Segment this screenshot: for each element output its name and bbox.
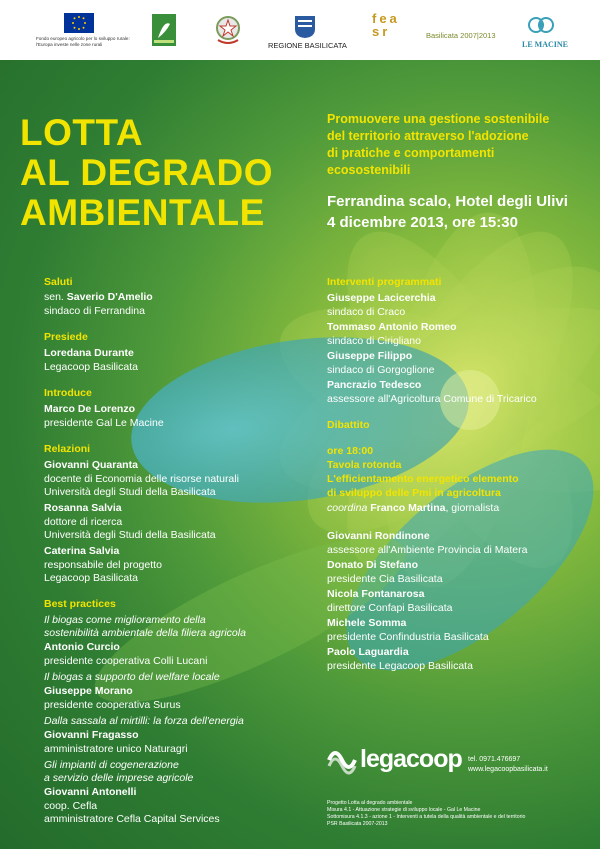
bp-role-2: presidente cooperativa Surus bbox=[44, 699, 181, 711]
panel-name-5: Paolo Laguardia bbox=[327, 646, 409, 658]
subtitle-line-3: di pratiche e comportamenti bbox=[327, 146, 495, 160]
panel-role-2: presidente Cia Basilicata bbox=[327, 573, 443, 585]
fine-print-2: Misura 4.1 - Attuazione strategie di sviluppo locale - Gal Le Macine bbox=[327, 807, 481, 813]
presiede-role: Legacoop Basilicata bbox=[44, 361, 138, 373]
dibattito-time: ore 18:00 bbox=[327, 445, 374, 457]
bp-name-3: Giovanni Fragasso bbox=[44, 729, 139, 741]
interventi-role-4: assessore all'Agricoltura Comune di Tricarico bbox=[327, 393, 537, 405]
panel-name-2: Donato Di Stefano bbox=[327, 559, 418, 571]
saluti-speaker bbox=[44, 291, 153, 305]
interventi-name-4: Pancrazio Tedesco bbox=[327, 379, 422, 391]
bp-role-4a: coop. Cefla bbox=[44, 800, 98, 812]
dibattito-coordinator bbox=[327, 502, 499, 516]
footer-phone: tel. 0971.476697 bbox=[468, 756, 521, 763]
coordina-label: coordina bbox=[327, 502, 368, 514]
bp-name-4: Giovanni Antonelli bbox=[44, 786, 137, 798]
heading-interventi: Interventi programmati bbox=[327, 276, 442, 288]
subtitle-line-2: del territorio attraverso l'adozione bbox=[327, 129, 529, 143]
interventi-name-3: Giuseppe Filippo bbox=[327, 350, 413, 362]
saluti-role: sindaco di Ferrandina bbox=[44, 305, 145, 317]
relazioni-role-3a: responsabile del progetto bbox=[44, 559, 162, 571]
le-macine-logo-icon bbox=[528, 14, 554, 41]
panel-role-5: presidente Legacoop Basilicata bbox=[327, 660, 473, 672]
dibattito-topic-1: L'efficientamento energetico elemento bbox=[327, 473, 519, 485]
relazioni-role-1b: Università degli Studi della Basilicata bbox=[44, 486, 216, 498]
relazioni-name-2: Rosanna Salvia bbox=[44, 502, 122, 514]
footer-website[interactable]: www.legacoopbasilicata.it bbox=[468, 766, 548, 773]
interventi-role-1: sindaco di Craco bbox=[327, 306, 406, 318]
event-date: 4 dicembre 2013, ore 15:30 bbox=[327, 214, 518, 231]
introduce-role: presidente Gal Le Macine bbox=[44, 417, 164, 429]
logo-bar bbox=[0, 0, 600, 60]
heading-best-practices: Best practices bbox=[44, 598, 116, 610]
panel-role-1: assessore all'Ambiente Provincia di Matera bbox=[327, 544, 528, 556]
panel-name-3: Nicola Fontanarosa bbox=[327, 588, 425, 600]
panel-role-4: presidente Confindustria Basilicata bbox=[327, 631, 489, 643]
leader-logo-icon bbox=[152, 14, 176, 51]
panel-name-4: Michele Somma bbox=[327, 617, 407, 629]
bp-topic-2: Il biogas a supporto del welfare locale bbox=[44, 671, 220, 683]
relazioni-name-3: Caterina Salvia bbox=[44, 545, 120, 557]
bp-role-1: presidente cooperativa Colli Lucani bbox=[44, 655, 208, 667]
region-basilicata-icon bbox=[294, 15, 316, 44]
bp-topic-4a: Gli impianti di cogenerazione bbox=[44, 759, 179, 771]
eu-caption: Fondo europeo agricolo per lo sviluppo rurale: l'Europa investe nelle zone rurali bbox=[36, 36, 130, 47]
heading-presiede: Presiede bbox=[44, 331, 88, 343]
saluti-prefix: sen. bbox=[44, 291, 67, 303]
region-label: REGIONE BASILICATA bbox=[268, 41, 347, 50]
introduce-name: Marco De Lorenzo bbox=[44, 403, 136, 415]
interventi-role-3: sindaco di Gorgoglione bbox=[327, 364, 435, 376]
relazioni-role-3b: Legacoop Basilicata bbox=[44, 572, 138, 584]
fine-print-3: Sottomisura 4.1.3 - azione 1 - Interventi a tutela della qualità ambientale e del territorio bbox=[327, 814, 526, 820]
interventi-role-2: sindaco di Cirigliano bbox=[327, 335, 421, 347]
bp-name-2: Giuseppe Morano bbox=[44, 685, 133, 697]
feasr-logo: feasr bbox=[372, 11, 400, 39]
le-macine-label: LE MACINE bbox=[522, 40, 569, 49]
relazioni-name-1: Giovanni Quaranta bbox=[44, 459, 138, 471]
heading-dibattito: Dibattito bbox=[327, 419, 370, 431]
heading-introduce: Introduce bbox=[44, 387, 92, 399]
subtitle-line-4: ecosostenibili bbox=[327, 163, 411, 177]
coordinator-name: Franco Martina bbox=[370, 502, 446, 514]
fine-print-1: Progetto Lotta al degrado ambientale bbox=[327, 800, 413, 806]
eu-flag-icon bbox=[64, 13, 94, 38]
feasr-period-label: Basilicata 2007|2013 bbox=[426, 31, 496, 40]
bp-role-4b: amministratore Cefla Capital Services bbox=[44, 813, 220, 825]
bp-topic-1b: sostenibilità ambientale della filiera agricola bbox=[44, 627, 246, 639]
dibattito-topic-2: di sviluppo delle Pmi in agricoltura bbox=[327, 487, 501, 499]
relazioni-role-2a: dottore di ricerca bbox=[44, 516, 123, 528]
interventi-name-2: Tommaso Antonio Romeo bbox=[327, 321, 457, 333]
coordinator-role: , giornalista bbox=[445, 502, 500, 514]
relazioni-role-2b: Università degli Studi della Basilicata bbox=[44, 529, 216, 541]
title-line-1: LOTTA bbox=[20, 112, 144, 153]
panel-name-1: Giovanni Rondinone bbox=[327, 530, 430, 542]
interventi-name-1: Giuseppe Lacicerchia bbox=[327, 292, 436, 304]
subtitle-line-1: Promuovere una gestione sostenibile bbox=[327, 112, 550, 126]
bp-role-3: amministratore unico Naturagri bbox=[44, 743, 188, 755]
italian-emblem-icon bbox=[214, 14, 242, 51]
presiede-name: Loredana Durante bbox=[44, 347, 134, 359]
bp-topic-3: Dalla sassala al mirtilli: la forza dell'energia bbox=[44, 715, 244, 727]
venue-place: Ferrandina scalo, Hotel degli Ulivi bbox=[327, 193, 568, 210]
relazioni-role-1a: docente di Economia delle risorse naturali bbox=[44, 473, 239, 485]
legacoop-logo-icon bbox=[325, 744, 359, 781]
saluti-name: Saverio D'Amelio bbox=[66, 291, 153, 303]
fine-print-4: PSR Basilicata 2007-2013 bbox=[327, 821, 388, 827]
bp-name-1: Antonio Curcio bbox=[44, 641, 120, 653]
title-line-2: AL DEGRADO bbox=[20, 152, 274, 193]
title-line-3: AMBIENTALE bbox=[20, 192, 265, 233]
dibattito-tavola: Tavola rotonda bbox=[327, 459, 402, 471]
heading-relazioni: Relazioni bbox=[44, 443, 91, 455]
legacoop-wordmark: legacoop bbox=[360, 745, 462, 773]
bp-topic-4b: a servizio delle imprese agricole bbox=[44, 772, 194, 784]
heading-saluti: Saluti bbox=[44, 276, 73, 288]
panel-role-3: direttore Confapi Basilicata bbox=[327, 602, 453, 614]
bp-topic-1a: Il biogas come miglioramento della bbox=[44, 614, 206, 626]
